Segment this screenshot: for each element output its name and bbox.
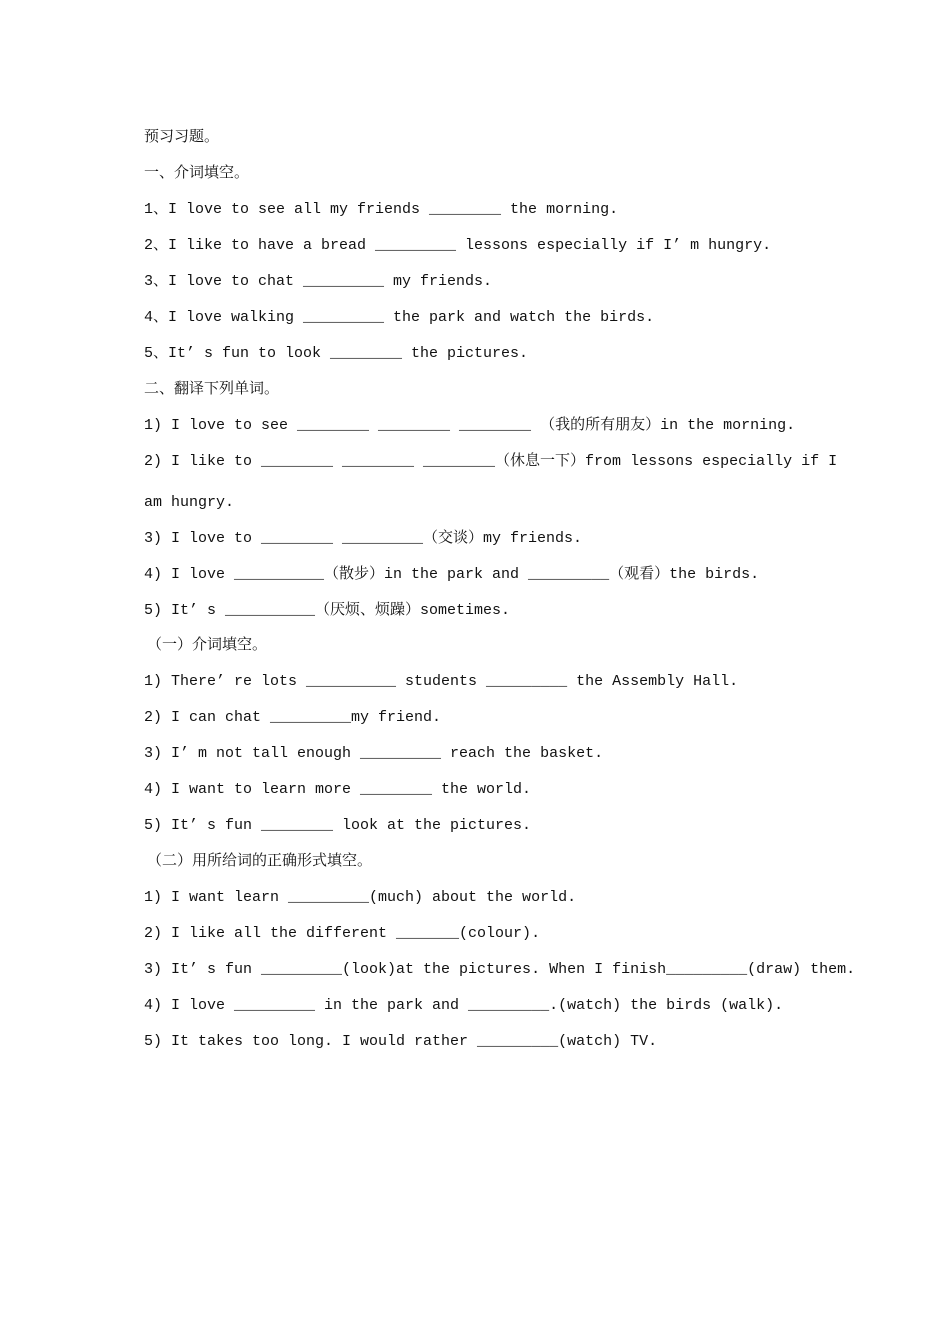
exercise-line: 3、I love to chat _________ my friends. xyxy=(144,273,493,290)
section-2-heading: 二、翻译下列单词。 xyxy=(144,381,280,398)
exercise-line: 4) I love __________（散步）in the park and _________（观看）the birds. xyxy=(144,566,760,583)
exercise-line: 5) It’ s __________（厌烦、烦躁）sometimes. xyxy=(144,602,511,619)
exercise-line: 5、It’ s fun to look ________ the pictures. xyxy=(144,345,529,362)
page-title: 预习习题。 xyxy=(144,129,220,146)
exercise-line: 1、I love to see all my friends ________ the morning. xyxy=(144,201,619,218)
exercise-line: 3) It’ s fun _________(look)at the pictures. When I finish_________(draw) them. xyxy=(144,961,856,978)
exercise-line: 2) I can chat _________my friend. xyxy=(144,709,442,726)
exercise-line-continuation: am hungry. xyxy=(144,494,235,511)
exercise-line: 2、I like to have a bread _________ lessons especially if I’ m hungry. xyxy=(144,237,772,254)
section-4-heading: （二）用所给词的正确形式填空。 xyxy=(147,853,373,870)
exercise-line: 4) I love _________ in the park and _________.(watch) the birds (walk). xyxy=(144,997,784,1014)
exercise-line: 2) I like to ________ ________ ________（休息一下）from lessons especially if I xyxy=(144,453,838,470)
exercise-line: 4、I love walking _________ the park and watch the birds. xyxy=(144,309,655,326)
exercise-line: 2) I like all the different _______(colour). xyxy=(144,925,541,942)
exercise-line: 5) It takes too long. I would rather _________(watch) TV. xyxy=(144,1033,658,1050)
exercise-line: 1) I love to see ________ ________ ________ （我的所有朋友）in the morning. xyxy=(144,417,796,434)
section-1-heading: 一、介词填空。 xyxy=(144,165,250,182)
exercise-line: 1) I want learn _________(much) about the world. xyxy=(144,889,577,906)
section-3-heading: （一）介词填空。 xyxy=(147,637,268,654)
exercise-line: 4) I want to learn more ________ the world. xyxy=(144,781,532,798)
exercise-line: 5) It’ s fun ________ look at the pictures. xyxy=(144,817,532,834)
exercise-line: 1) There’ re lots __________ students _________ the Assembly Hall. xyxy=(144,673,739,690)
exercise-line: 3) I love to ________ _________（交谈）my friends. xyxy=(144,530,583,547)
exercise-line: 3) I’ m not tall enough _________ reach the basket. xyxy=(144,745,604,762)
